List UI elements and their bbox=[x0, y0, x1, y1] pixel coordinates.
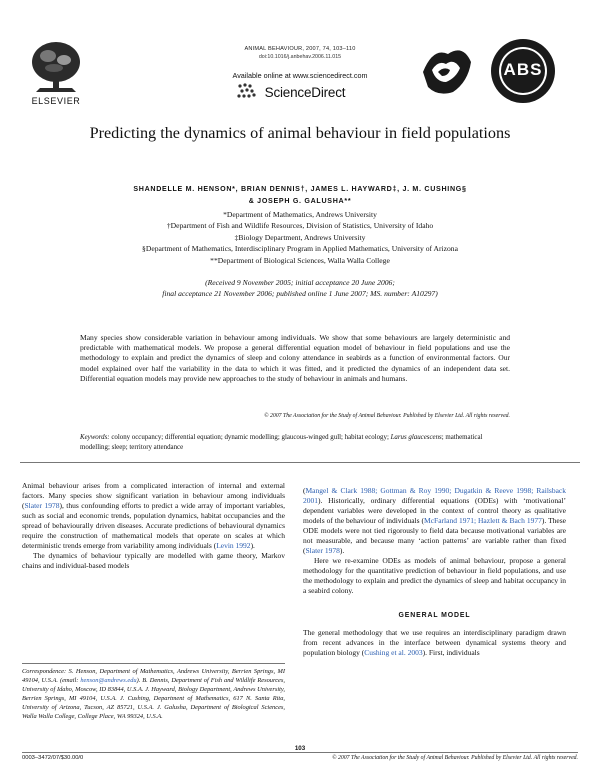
article-history bbox=[60, 277, 540, 300]
correspondence-note bbox=[22, 668, 285, 721]
issn: 0003–3472/07/$30.00/0 bbox=[22, 755, 84, 761]
keywords bbox=[80, 433, 510, 453]
citation-link[interactable]: Cushing et al. 2003 bbox=[364, 648, 423, 657]
paragraph bbox=[303, 628, 566, 658]
section-heading: GENERAL MODEL bbox=[398, 612, 471, 619]
text: ). B. Dennis, Department of Fish and Wildlife Resources, University of Idaho, Moscow, ID 83844, U.S.A. J. Hayward, Biology Department, Andrews University, Berrien Springs, MI 49104, U.S.A. J. Cushing, Department of Mathematics, 617 N. Santa Rita, University of Arizona, Tucson, AZ 85721, U.S.A. J. Galusha, Department of Biological Sciences, Walla Walla College, College Place, WA 99324, U.S.A. bbox=[22, 676, 285, 720]
article-title: Predicting the dynamics of animal behaviour in field populations bbox=[89, 124, 511, 142]
text: Animal behaviour arises from a complicated interaction of internal and external factors. Many species show significant variation in behaviour among individuals ( bbox=[22, 481, 285, 510]
abstract-copyright: © 2007 The Association for the Study of Animal Behaviour. Published by Elsevier Ltd. All rights reserved. bbox=[264, 413, 510, 419]
left-column bbox=[22, 481, 285, 571]
history-line-1: (Received 9 November 2005; initial acceptance 20 June 2006; bbox=[205, 278, 395, 287]
text: The general methodology that we use requires an interdisciplinary paradigm drawn from recent advances in the interface between dynamical systems theory and population biology ( bbox=[303, 628, 566, 657]
text: ). Historically, ordinary differential equations (ODEs) with ‘motivational’ dependent variables were developed in the context of control theory as qualitative models of the behaviour of individuals ( bbox=[303, 496, 566, 525]
affiliation: **Department of Biological Sciences, Walla Walla College bbox=[210, 255, 390, 265]
doi[interactable]: doi:10.1016/j.anbehav.2006.11.015 bbox=[258, 54, 342, 60]
right-column-section bbox=[303, 628, 566, 658]
text: Correspondence: S. Henson, Department of Mathematics, Andrews University, Berrien Springs, MI 49104, U.S.A. (email: bbox=[22, 668, 285, 684]
affiliation: *Department of Mathematics, Andrews University bbox=[223, 210, 377, 219]
text: ). bbox=[339, 546, 345, 555]
right-column bbox=[303, 486, 566, 596]
paragraph: The dynamics of behaviour typically are modelled with game theory, Markov chains and individual-based models bbox=[22, 551, 285, 570]
citation-link[interactable]: McFarland 1971; Hazlett & Bach 1977 bbox=[424, 516, 542, 525]
affiliation: ‡Biology Department, Andrews University bbox=[234, 232, 366, 242]
affiliation: †Department of Fish and Wildlife Resources, Division of Statistics, University of Idaho bbox=[166, 221, 434, 231]
text: ), thus confounding efforts to predict a wide array of important variables, such as social and economic trends, population dynamics, habitat occupancies and the spread of behaviourally driven diseases. Accurate predictions of behavioural dynamics require the construction of mathematical models that operate on scales at which deterministic trends emerge from variability among individuals ( bbox=[22, 501, 285, 550]
keywords-label: Keywords: bbox=[80, 434, 110, 441]
divider bbox=[20, 462, 580, 463]
authors-line-2: & JOSEPH G. GALUSHA** bbox=[248, 197, 352, 205]
citation-link[interactable]: Slater 1978 bbox=[305, 546, 340, 555]
keywords-latin: Larus glaucescens bbox=[390, 434, 442, 441]
bird-illustration-icon bbox=[418, 42, 476, 100]
keywords-tail: ; mathematical modelling; sleep; territory attendance bbox=[80, 434, 483, 451]
keywords-text: colony occupancy; differential equation; dynamic modelling; glaucous-winged gull; habitat ecology; bbox=[109, 434, 391, 441]
affiliation: §Department of Mathematics, Interdisciplinary Program in Applied Mathematics, University of Arizona bbox=[142, 244, 458, 254]
citation-link[interactable]: Levin 1992 bbox=[216, 541, 251, 550]
author-list bbox=[60, 183, 540, 207]
text: ( bbox=[303, 486, 306, 495]
page-number: 103 bbox=[294, 745, 306, 752]
available-online: Available online at www.sciencedirect.com bbox=[232, 71, 368, 80]
text: ). These ODE models were not tied rigorously to field data because motivational variables are not measurable, and because many ‘action patterns’ are variable rather than fixed ( bbox=[303, 516, 566, 555]
authors-line-1: SHANDELLE M. HENSON*, BRIAN DENNIS†, JAMES L. HAYWARD‡, J. M. CUSHING§ bbox=[133, 185, 467, 193]
paragraph bbox=[303, 486, 566, 556]
journal-cover-image bbox=[418, 42, 476, 100]
history-line-2: final acceptance 21 November 2006; published online 1 June 2007; MS. number: A10297) bbox=[162, 289, 438, 299]
text: ). bbox=[250, 541, 255, 550]
email-link[interactable]: henson@andrews.edu bbox=[80, 676, 137, 684]
footer-copyright: © 2007 The Association for the Study of Animal Behaviour. Published by Elsevier Ltd. All rights reserved. bbox=[332, 755, 578, 761]
citation-link[interactable]: Slater 1978 bbox=[24, 501, 60, 510]
affiliations bbox=[60, 209, 540, 266]
sciencedirect-wordmark: ScienceDirect bbox=[264, 85, 346, 100]
abs-logo-text: ABS bbox=[503, 60, 543, 79]
journal-citation: ANIMAL BEHAVIOUR, 2007, 74, 103–110 bbox=[244, 46, 356, 52]
text: ). First, individuals bbox=[422, 648, 480, 657]
paragraph: Here we re-examine ODEs as models of animal behaviour, propose a general methodology for the quantitative prediction of behaviour in field populations, and use the methodology to explain and predict the dynamics of sleep and habitat occupancy in a seabird colony. bbox=[303, 556, 566, 595]
footer-divider bbox=[22, 752, 578, 753]
footnote-divider bbox=[22, 663, 285, 664]
abs-society-logo bbox=[490, 38, 556, 104]
abstract: Many species show considerable variation in behaviour among individuals. We show that some behaviours are largely deterministic and predictable with mathematical models. We propose a general differential equation model of behaviour in field populations and use the methodology to explain and predict the dynamics of sleep and colony attendance in seabirds as a function of environmental factors. Our model explained over half the variability in the data to which it was fitted, and it predicted the dynamics of an independent data set. Differential equation models may provide new approaches to the study of behaviour in animals and humans. bbox=[80, 333, 510, 383]
elsevier-wordmark: ELSEVIER bbox=[31, 96, 81, 106]
paragraph bbox=[22, 481, 285, 551]
citation-link[interactable]: Mangel & Clark 1988; Gottman & Roy 1990; Dugatkin & Reeve 1998; Railsback 2001 bbox=[303, 486, 566, 505]
